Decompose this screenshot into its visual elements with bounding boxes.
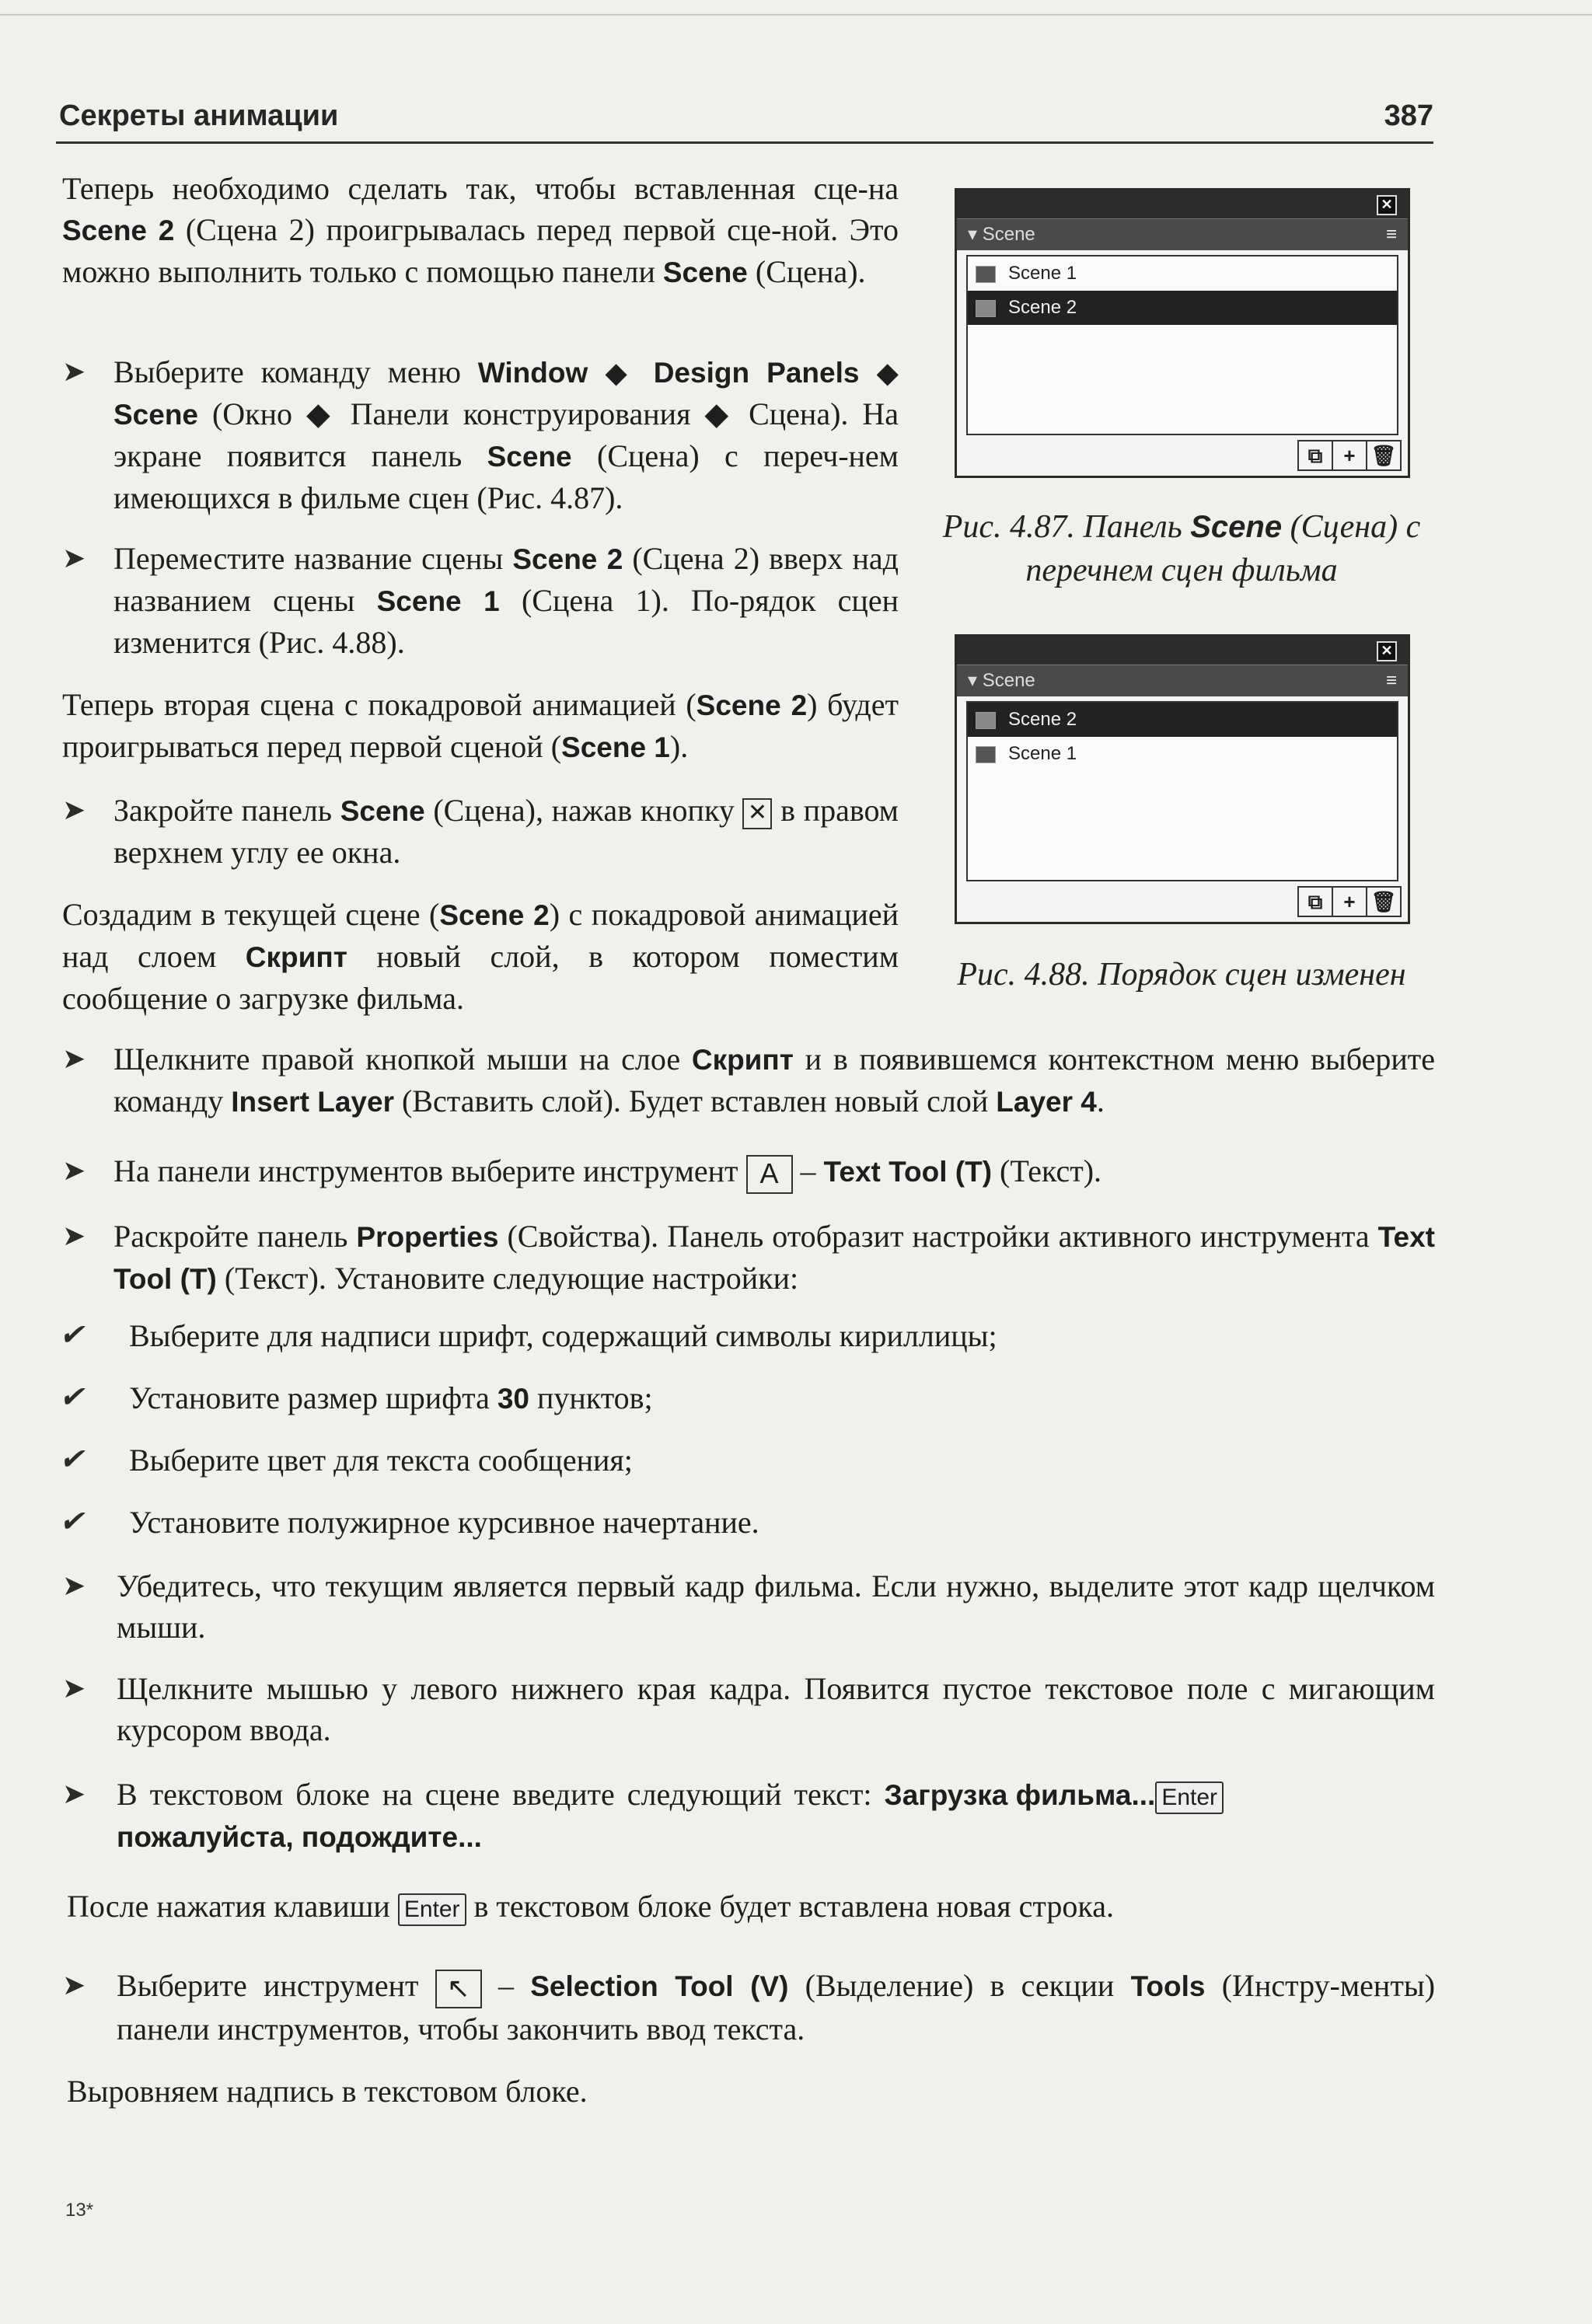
term: Text Tool (T) xyxy=(113,1221,1435,1295)
term: Scene xyxy=(1190,510,1283,544)
text: пунктов; xyxy=(529,1380,653,1415)
term: Scene xyxy=(340,795,425,827)
arrow-bullet-icon: ➤ xyxy=(62,356,86,387)
scene-name: Scene 1 xyxy=(1008,263,1077,284)
text: (Свойства). Панель отобразит настройки активного инструмента xyxy=(498,1219,1378,1254)
text: Создадим в текущей сцене ( xyxy=(62,897,440,932)
panel-titlebar xyxy=(957,190,1408,218)
step-click-frame: Щелкните мышью у левого нижнего края кадра. Появится пустое текстовое поле с мигающим курсором ввода. xyxy=(117,1671,1435,1747)
text: На панели инструментов выберите инструмент xyxy=(113,1153,746,1188)
term: Insert Layer xyxy=(231,1086,394,1118)
text: Выберите инструмент xyxy=(117,1968,435,2003)
text: . xyxy=(1096,1083,1105,1118)
scene-list xyxy=(966,701,1398,881)
term: Скрипт xyxy=(691,1044,794,1076)
step-open-scene-panel xyxy=(113,351,899,518)
text: – xyxy=(481,1968,531,2003)
arrow-bullet-icon: ➤ xyxy=(62,1220,86,1251)
enter-key-icon: Enter xyxy=(1155,1781,1224,1814)
panel-header xyxy=(957,218,1408,250)
term: Tools xyxy=(1130,1970,1206,2002)
scene-row-selected xyxy=(968,703,1397,737)
step-type-text xyxy=(117,1774,1435,1858)
step-selection-tool xyxy=(117,1965,1435,2050)
text: Рис. 4.87. Панель xyxy=(942,509,1191,545)
setting-style: Установите полужирное курсивное начертание. xyxy=(129,1505,759,1540)
scene-icon xyxy=(976,746,996,763)
delete-scene-icon: 🗑 xyxy=(1366,888,1400,916)
arrow-bullet-icon: ➤ xyxy=(62,1155,86,1186)
text: (Инстру-менты) панели инструментов, чтобы закончить ввод текста. xyxy=(117,1968,1436,2047)
text: (Сцена 1). По-рядок сцен изменится (Рис. 4.88). xyxy=(113,583,899,660)
paragraph-enter-key xyxy=(67,1886,1435,1927)
term: Text Tool (T) xyxy=(823,1156,993,1188)
check-icon: ✔ xyxy=(59,1319,84,1352)
arrow-bullet-icon: ➤ xyxy=(62,1570,86,1601)
menu-icon: ≡ xyxy=(1385,670,1397,691)
selection-tool-icon: ↖ xyxy=(435,1970,482,2008)
panel-title: ▾ Scene xyxy=(968,670,1035,691)
text: – xyxy=(792,1153,824,1188)
panel-header xyxy=(957,665,1408,696)
step-move-scene xyxy=(113,538,899,663)
text: Установите размер шрифта xyxy=(129,1380,498,1415)
text: ) с покадровой анимацией над слоем xyxy=(62,897,899,974)
text: Теперь вторая сцена с покадровой анимацией ( xyxy=(62,687,696,722)
text-tool-icon: A xyxy=(746,1155,793,1194)
term: Selection Tool (V) xyxy=(530,1970,789,2002)
scene-panel-figure-1 xyxy=(955,188,1410,478)
scene-panel-figure-2 xyxy=(955,634,1410,924)
text: новый слой, в котором поместим сообщение о загрузке фильма. xyxy=(62,939,899,1016)
panel-buttons xyxy=(1297,440,1402,471)
duplicate-scene-icon: ⧉ xyxy=(1307,444,1323,467)
text: (Текст). xyxy=(992,1153,1102,1188)
term: Scene 2 xyxy=(439,899,550,931)
header-rule xyxy=(56,141,1433,144)
term: Scene xyxy=(662,256,748,288)
step-close-panel xyxy=(113,790,899,873)
scene-name: Scene 2 xyxy=(1008,297,1077,318)
arrow-bullet-icon: ➤ xyxy=(62,1673,86,1704)
paragraph-new-layer xyxy=(62,894,899,1019)
term: Properties xyxy=(356,1221,499,1253)
scene-row xyxy=(968,256,1397,291)
setting-size xyxy=(129,1377,1435,1419)
scan-top-edge xyxy=(0,14,1592,16)
text: Переместите название сцены xyxy=(113,541,513,576)
scene-name: Scene 2 xyxy=(1008,709,1077,730)
arrow-bullet-icon: ➤ xyxy=(62,794,86,825)
running-header-title: Секреты анимации xyxy=(59,99,339,132)
arrow-bullet-icon: ➤ xyxy=(62,1043,86,1074)
text: (Сцена). xyxy=(747,254,866,289)
term: Scene 2 xyxy=(62,215,175,246)
delete-scene-icon: 🗑 xyxy=(1366,441,1400,469)
text: (Вставить слой). Будет вставлен новый слой xyxy=(393,1083,997,1118)
close-icon: ✕ xyxy=(1377,195,1397,215)
text: Выберите команду меню xyxy=(113,354,478,389)
text: Раскройте панель xyxy=(113,1219,357,1254)
step-first-frame: Убедитесь, что текущим является первый кадр фильма. Если нужно, выделите этот кадр щелчком мыши. xyxy=(117,1569,1435,1645)
term: Scene 1 xyxy=(376,585,500,617)
text: (Выделение) в секции xyxy=(788,1968,1131,2003)
setting-font: Выберите для надписи шрифт, содержащий символы кириллицы; xyxy=(129,1318,997,1353)
duplicate-scene-icon: ⧉ xyxy=(1307,890,1323,913)
panel-footer xyxy=(957,881,1408,922)
text: (Окно ◆ Панели конструирования ◆ Сцена). На экране появится панель xyxy=(113,396,899,473)
scene-name: Scene 1 xyxy=(1008,743,1077,764)
setting-color: Выберите цвет для текста сообщения; xyxy=(129,1443,633,1478)
paragraph-intro xyxy=(62,168,899,293)
text: ). xyxy=(669,729,689,764)
scene-row xyxy=(968,737,1397,771)
scene-list xyxy=(966,255,1398,435)
term: Scene 2 xyxy=(696,689,808,721)
panel-titlebar xyxy=(957,637,1408,665)
step-properties xyxy=(113,1216,1435,1300)
menu-icon: ≡ xyxy=(1385,224,1397,245)
signature-mark: 13* xyxy=(65,2200,94,2221)
enter-key-icon: Enter xyxy=(398,1893,466,1926)
term: Загрузка фильма... xyxy=(884,1779,1156,1811)
text: (Сцена 2) вверх над названием сцены xyxy=(113,541,899,618)
text: (Сцена) с переч-нем имеющихся в фильме сцен (Рис. 4.87). xyxy=(113,438,899,515)
term: Scene 2 xyxy=(512,543,623,575)
term: Layer 4 xyxy=(996,1086,1097,1118)
scene-row-selected xyxy=(968,291,1397,325)
figure-caption-4-88: Рис. 4.88. Порядок сцен изменен xyxy=(957,957,1406,993)
text: (Сцена 2) проигрывалась перед первой сце-ной. Это можно выполнить только с помощью панели xyxy=(62,212,899,289)
term: Scene xyxy=(487,441,572,473)
check-icon: ✔ xyxy=(59,1381,84,1414)
panel-footer xyxy=(957,435,1408,476)
check-icon: ✔ xyxy=(59,1506,84,1538)
paragraph-align: Выровняем надпись в текстовом блоке. xyxy=(67,2074,588,2109)
menu-path: Window ◆ Design Panels ◆ Scene xyxy=(113,357,899,431)
text: В текстовом блоке на сцене введите следующий текст: xyxy=(117,1777,885,1812)
step-insert-layer xyxy=(113,1038,1435,1122)
check-icon: ✔ xyxy=(59,1443,84,1476)
term: Скрипт xyxy=(245,941,347,973)
arrow-bullet-icon: ➤ xyxy=(62,1778,86,1809)
close-icon: ✕ xyxy=(1377,641,1397,661)
panel-title: ▾ Scene xyxy=(968,224,1035,245)
text: Теперь необходимо сделать так, чтобы вставленная сце-на xyxy=(62,171,899,206)
scene-icon xyxy=(976,300,996,317)
arrow-bullet-icon: ➤ xyxy=(62,543,86,574)
term: Scene 1 xyxy=(561,731,670,763)
scene-icon xyxy=(976,266,996,283)
text: в правом верхнем углу ее окна. xyxy=(113,793,899,870)
add-scene-icon: + xyxy=(1332,888,1366,916)
text: Закройте панель xyxy=(113,793,340,828)
page-number: 387 xyxy=(1384,99,1433,132)
paragraph-order-result xyxy=(62,684,899,768)
panel-buttons xyxy=(1297,886,1402,917)
text: (Сцена), нажав кнопку xyxy=(424,793,743,828)
figure-caption-4-87 xyxy=(925,505,1438,592)
step-text-tool xyxy=(113,1150,1435,1194)
text: Щелкните правой кнопкой мыши на слое xyxy=(113,1042,692,1077)
text: ) будет проигрываться перед первой сценой ( xyxy=(62,687,899,764)
text: После нажатия клавиши xyxy=(67,1889,398,1924)
text: (Сцена) с перечнем сцен фильма xyxy=(1025,509,1421,588)
add-scene-icon: + xyxy=(1332,441,1366,469)
term: 30 xyxy=(497,1383,529,1415)
scene-icon xyxy=(976,712,996,729)
close-icon: ✕ xyxy=(742,798,772,829)
text: (Текст). Установите следующие настройки: xyxy=(216,1261,799,1296)
arrow-bullet-icon: ➤ xyxy=(62,1970,86,2001)
term: пожалуйста, подождите... xyxy=(117,1821,482,1853)
text: в текстовом блоке будет вставлена новая строка. xyxy=(466,1889,1114,1924)
text: и в появившемся контекстном меню выберите команду xyxy=(113,1042,1435,1118)
